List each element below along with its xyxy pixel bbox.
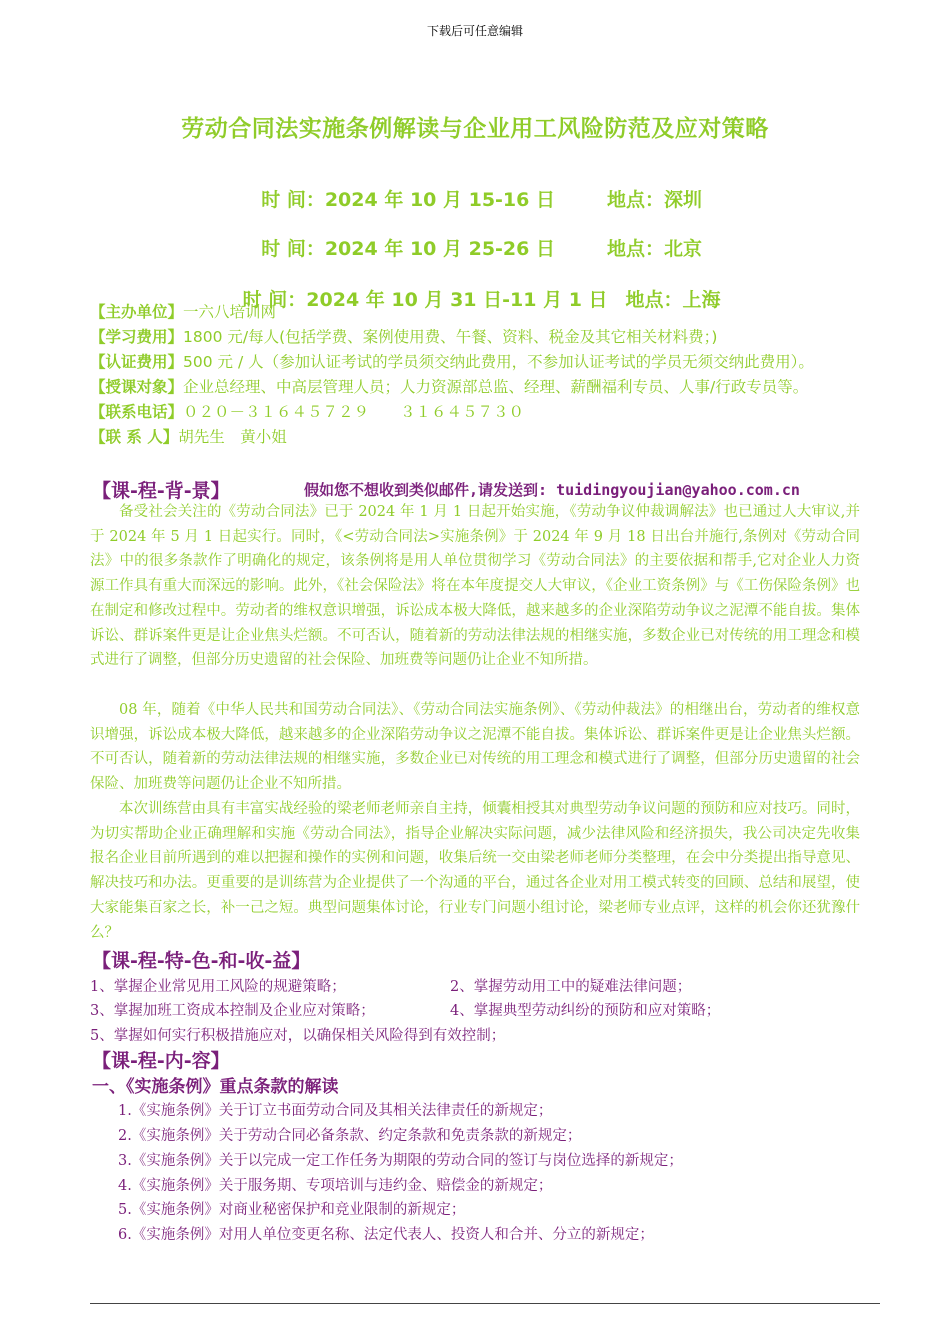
background-paragraph: 08 年，随着《中华人民共和国劳动合同法》、《劳动合同法实施条例》、《劳动仲裁法》的相继出台，劳动者的维权意识增强，诉讼成本极大降低，越来越多的企业深陷劳动争议之泥潭不能自拔。集体诉讼、群诉案件更是让企业焦头烂额。不可否认，随着新的劳动法律法规的相继实施，多数企业已对传统的用工理念和模式进行了调整，但部分历史遗留的社会保险、加班费等问题仍让企业不知所措。 bbox=[90, 702, 860, 793]
schedule-date: 2024 年 10 月 31 日-11 月 1 日 bbox=[306, 289, 608, 311]
schedule-place: 上海 bbox=[682, 289, 721, 311]
schedule-time-label: 时 间： bbox=[261, 238, 325, 260]
audience-line bbox=[90, 375, 870, 400]
section-heading-features: 【课-程-特-色-和-收-益】 bbox=[92, 950, 311, 972]
schedule-line-2 bbox=[0, 212, 950, 261]
background-paragraph: 本次训练营由具有丰富实战经验的梁老师老师亲自主持，倾囊相授其对典型劳动争议问题的预防和应对技巧。同时，为切实帮助企业正确理解和实施《劳动合同法》，指导企业解决实际问题，减少法律风险和经济损失，我公司决定先收集报名企业目前所遇到的难以把握和操作的实例和问题，收集后统一交由梁老师老师分类整理，在会中分类提出指导意见、解决技巧和办法。更重要的是训练营为企业提供了一个沟通的平台，通过各企业对用工模式转变的回顾、总结和展望，使大家能集百家之长，补一己之短。典型问题集体讨论，行业专门问题小组讨论，梁老师专业点评，这样的机会你还犹豫什么？ bbox=[90, 801, 860, 941]
benefit-item: 3、掌握加班工资成本控制及企业应对策略； bbox=[90, 1003, 375, 1019]
content-item: 6.《实施条例》对用人单位变更名称、法定代表人、投资人和合并、分立的新规定； bbox=[118, 1227, 654, 1243]
audience-value: 企业总经理、中高层管理人员；人力资源部总监、经理、薪酬福利专员、人事/行政专员等。 bbox=[183, 378, 809, 396]
document-title: 劳动合同法实施条例解读与企业用工风险防范及应对策略 bbox=[181, 116, 769, 142]
info-block bbox=[90, 300, 870, 450]
schedule-place: 深圳 bbox=[664, 189, 703, 211]
benefit-item: 4、掌握典型劳动纠纷的预防和应对策略； bbox=[450, 1003, 721, 1019]
benefit-item: 2、掌握劳动用工中的疑难法律问题； bbox=[450, 979, 692, 995]
content-item: 5.《实施条例》对商业秘密保护和竞业限制的新规定； bbox=[118, 1202, 466, 1218]
organizer-value: 一六八培训网 bbox=[183, 303, 277, 321]
phone-value: ０２０－３１６４５７２９ ３１６４５７３０ bbox=[183, 403, 525, 421]
schedule-date: 2024 年 10 月 25-26 日 bbox=[324, 238, 555, 260]
fee-label: 【学习费用】 bbox=[90, 328, 184, 346]
schedule-place-label: 地点： bbox=[607, 238, 665, 260]
schedule-time-label: 时 间： bbox=[242, 289, 307, 311]
content-item: 1.《实施条例》关于订立书面劳动合同及其相关法律责任的新规定； bbox=[118, 1103, 553, 1119]
phone-label: 【联系电话】 bbox=[90, 403, 184, 421]
cert-label: 【认证费用】 bbox=[90, 353, 184, 371]
organizer-label: 【主办单位】 bbox=[90, 303, 184, 321]
cert-value: 500 元 / 人（参加认证考试的学员须交纳此费用，不参加认证考试的学员无须交纳此费用）。 bbox=[183, 353, 814, 371]
section-heading-background: 【课-程-背-景】 bbox=[92, 480, 230, 502]
content-item: 4.《实施条例》关于服务期、专项培训与违约金、赔偿金的新规定； bbox=[118, 1178, 553, 1194]
background-paragraph: 备受社会关注的《劳动合同法》已于 2024 年 1 月 1 日起开始实施，《劳动争议仲裁调解法》也已通过人大审议,并于 2024 年 5 月 1 日起实行。同时，《<劳动合同法>实施条例》于 2024 年 9 月 18 日出台并施行,条例对《劳动合同法》中的很多条款作了明确化的规定，该条例将是用人单位贯彻学习《劳动合同法》的主要依据和帮手,它对企业人力资源工作具有重大而深远的影响。此外，《社会保险法》将在本年度提交人大审议，《企业工资条例》与《工伤保险条例》也在制定和修改过程中。劳动者的维权意识增强，诉讼成本极大降低，越来越多的企业深陷劳动争议之泥潭不能自拔。集体诉讼、群诉案件更是让企业焦头烂额。不可否认，随着新的劳动法律法规的相继实施，多数企业已对传统的用工理念和模式进行了调整，但部分历史遗留的社会保险、加班费等问题仍让企业不知所措。 bbox=[90, 504, 860, 669]
schedule-place-label: 地点： bbox=[607, 189, 665, 211]
schedule-place: 北京 bbox=[664, 238, 703, 260]
content-subheading: 一、《实施条例》重点条款的解读 bbox=[92, 1077, 339, 1097]
header-note: 下载后可任意编辑 bbox=[426, 24, 523, 38]
organizer-line bbox=[90, 300, 870, 325]
fee-value: 1800 元/每人(包括学费、案例使用费、午餐、资料、税金及其它相关材料费；) bbox=[183, 328, 718, 346]
schedule-place-label: 地点： bbox=[625, 289, 683, 311]
benefit-item: 5、掌握如何实行积极措施应对，以确保相关风险得到有效控制； bbox=[90, 1028, 506, 1044]
content-item: 2.《实施条例》关于劳动合同必备条款、约定条款和免责条款的新规定； bbox=[118, 1128, 582, 1144]
schedule-date: 2024 年 10 月 15-16 日 bbox=[324, 189, 555, 211]
benefit-item: 1、掌握企业常见用工风险的规避策略； bbox=[90, 979, 346, 995]
contact-line bbox=[90, 425, 870, 450]
section-heading-content: 【课-程-内-容】 bbox=[92, 1050, 230, 1072]
phone-line bbox=[90, 400, 870, 425]
schedule-time-label: 时 间： bbox=[261, 189, 325, 211]
content-item: 3.《实施条例》关于以完成一定工作任务为期限的劳动合同的签订与岗位选择的新规定； bbox=[118, 1153, 683, 1169]
contact-value: 胡先生 黄小姐 bbox=[178, 428, 287, 446]
contact-label: 【联 系 人】 bbox=[90, 428, 179, 446]
unsubscribe-notice: 假如您不想收到类似邮件,请发送到: tuidingyoujian@yahoo.com.cn bbox=[304, 481, 800, 499]
cert-line bbox=[90, 350, 870, 375]
footer-divider bbox=[90, 1303, 880, 1304]
fee-line bbox=[90, 325, 870, 350]
audience-label: 【授课对象】 bbox=[90, 378, 184, 396]
schedule-line-1 bbox=[0, 163, 950, 212]
